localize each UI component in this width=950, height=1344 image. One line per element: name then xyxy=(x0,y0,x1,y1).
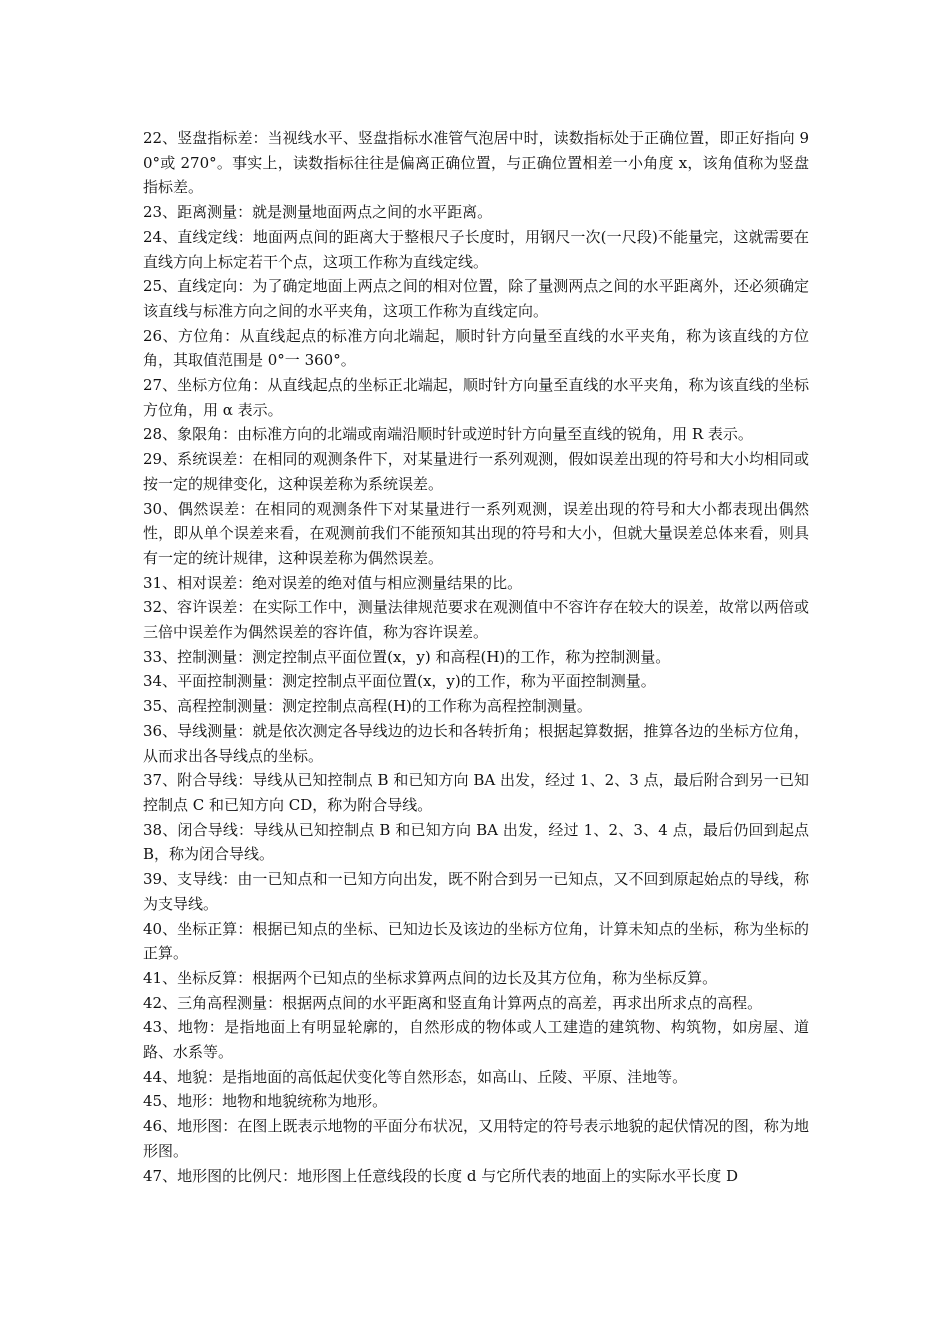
glossary-entry-29: 29、系统误差：在相同的观测条件下，对某量进行一系列观测，假如误差出现的符号和大小均相同或按一定的规律变化，这种误差称为系统误差。 xyxy=(143,450,809,493)
glossary-entry-32: 32、容许误差：在实际工作中，测量法律规范要求在观测值中不容许存在较大的误差，故常以两倍或三倍中误差作为偶然误差的容许值，称为容许误差。 xyxy=(143,598,809,642)
glossary-entry-25: 25、直线定向：为了确定地面上两点之间的相对位置，除了量测两点之间的水平距离外，还必须确定该直线与标准方向之间的水平夹角，这项工作称为直线定向。 xyxy=(143,277,809,320)
glossary-entry-41: 41、坐标反算：根据两个已知点的坐标求算两点间的边长及其方位角，称为坐标反算。 xyxy=(143,968,718,987)
glossary-entry-22: 22、竖盘指标差：当视线水平、竖盘指标水准管气泡居中时，读数指标处于正确位置，即正好指向 90°或 270°。事实上，读数指标往往是偏离正确位置，与正确位置相差一小角度 x，该角值称为竖盘指标差。 xyxy=(143,129,809,197)
glossary-entry-39: 39、支导线：由一已知点和一已知方向出发，既不附合到另一已知点，又不回到原起始点的导线，称为支导线。 xyxy=(143,870,809,913)
glossary-entry-47: 47、地形图的比例尺：地形图上任意线段的长度 d 与它所代表的地面上的实际水平长度 D xyxy=(143,1166,739,1185)
glossary-entry-27: 27、坐标方位角：从直线起点的坐标正北端起，顺时针方向量至直线的水平夹角，称为该直线的坐标方位角，用 α 表示。 xyxy=(143,376,809,419)
glossary-entry-26: 26、方位角：从直线起点的标准方向北端起，顺时针方向量至直线的水平夹角，称为该直线的方位角，其取值范围是 0°一 360°。 xyxy=(143,326,809,370)
glossary-entry-37: 37、附合导线：导线从已知控制点 B 和已知方向 BA 出发，经过 1、2、3 点，最后附合到另一已知控制点 C 和已知方向 CD，称为附合导线。 xyxy=(143,771,809,814)
glossary-entry-46: 46、地形图：在图上既表示地物的平面分布状况，又用特定的符号表示地貌的起伏情况的图，称为地形图。 xyxy=(143,1117,809,1160)
glossary-entry-33: 33、控制测量：测定控制点平面位置(x，y) 和高程(H)的工作，称为控制测量。 xyxy=(143,647,671,666)
glossary-entry-35: 35、高程控制测量：测定控制点高程(H)的工作称为高程控制测量。 xyxy=(143,697,592,716)
glossary-entry-30: 30、偶然误差：在相同的观测条件下对某量进行一系列观测，误差出现的符号和大小都表现出偶然性，即从单个误差来看，在观测前我们不能预知其出现的符号和大小，但就大量误差总体来看，则具有一定的统计规律，这种误差称为偶然误差。 xyxy=(143,499,809,567)
glossary-text xyxy=(143,126,809,1188)
glossary-entry-40: 40、坐标正算：根据已知点的坐标、已知边长及该边的坐标方位角，计算未知点的坐标，称为坐标的正算。 xyxy=(143,919,809,963)
glossary-entry-23: 23、距离测量：就是测量地面两点之间的水平距离。 xyxy=(143,203,493,222)
glossary-entry-36: 36、导线测量：就是依次测定各导线边的边长和各转折角；根据起算数据，推算各边的坐标方位角，从而求出各导线点的坐标。 xyxy=(143,721,809,765)
glossary-entry-43: 43、地物：是指地面上有明显轮廓的，自然形成的物体或人工建造的建筑物、构筑物，如房屋、道路、水系等。 xyxy=(143,1018,809,1062)
glossary-entry-31: 31、相对误差：绝对误差的绝对值与相应测量结果的比。 xyxy=(143,573,523,592)
glossary-entry-34: 34、平面控制测量：测定控制点平面位置(x，y)的工作，称为平面控制测量。 xyxy=(143,672,656,691)
glossary-entry-38: 38、闭合导线：导线从已知控制点 B 和已知方向 BA 出发，经过 1、2、3、4 点，最后仍回到起点 B，称为闭合导线。 xyxy=(143,820,809,864)
glossary-entry-44: 44、地貌：是指地面的高低起伏变化等自然形态，如高山、丘陵、平原、洼地等。 xyxy=(143,1067,688,1086)
glossary-entry-28: 28、象限角：由标准方向的北端或南端沿顺时针或逆时针方向量至直线的锐角，用 R 表示。 xyxy=(143,425,753,444)
glossary-entry-45: 45、地形：地物和地貌统称为地形。 xyxy=(143,1092,388,1111)
glossary-entry-42: 42、三角高程测量：根据两点间的水平距离和竖直角计算两点的高差，再求出所求点的高程。 xyxy=(143,993,763,1012)
glossary-entry-24: 24、直线定线：地面两点间的距离大于整根尺子长度时，用钢尺一次(一尺段)不能量完，这就需要在直线方向上标定若干个点，这项工作称为直线定线。 xyxy=(143,227,809,271)
